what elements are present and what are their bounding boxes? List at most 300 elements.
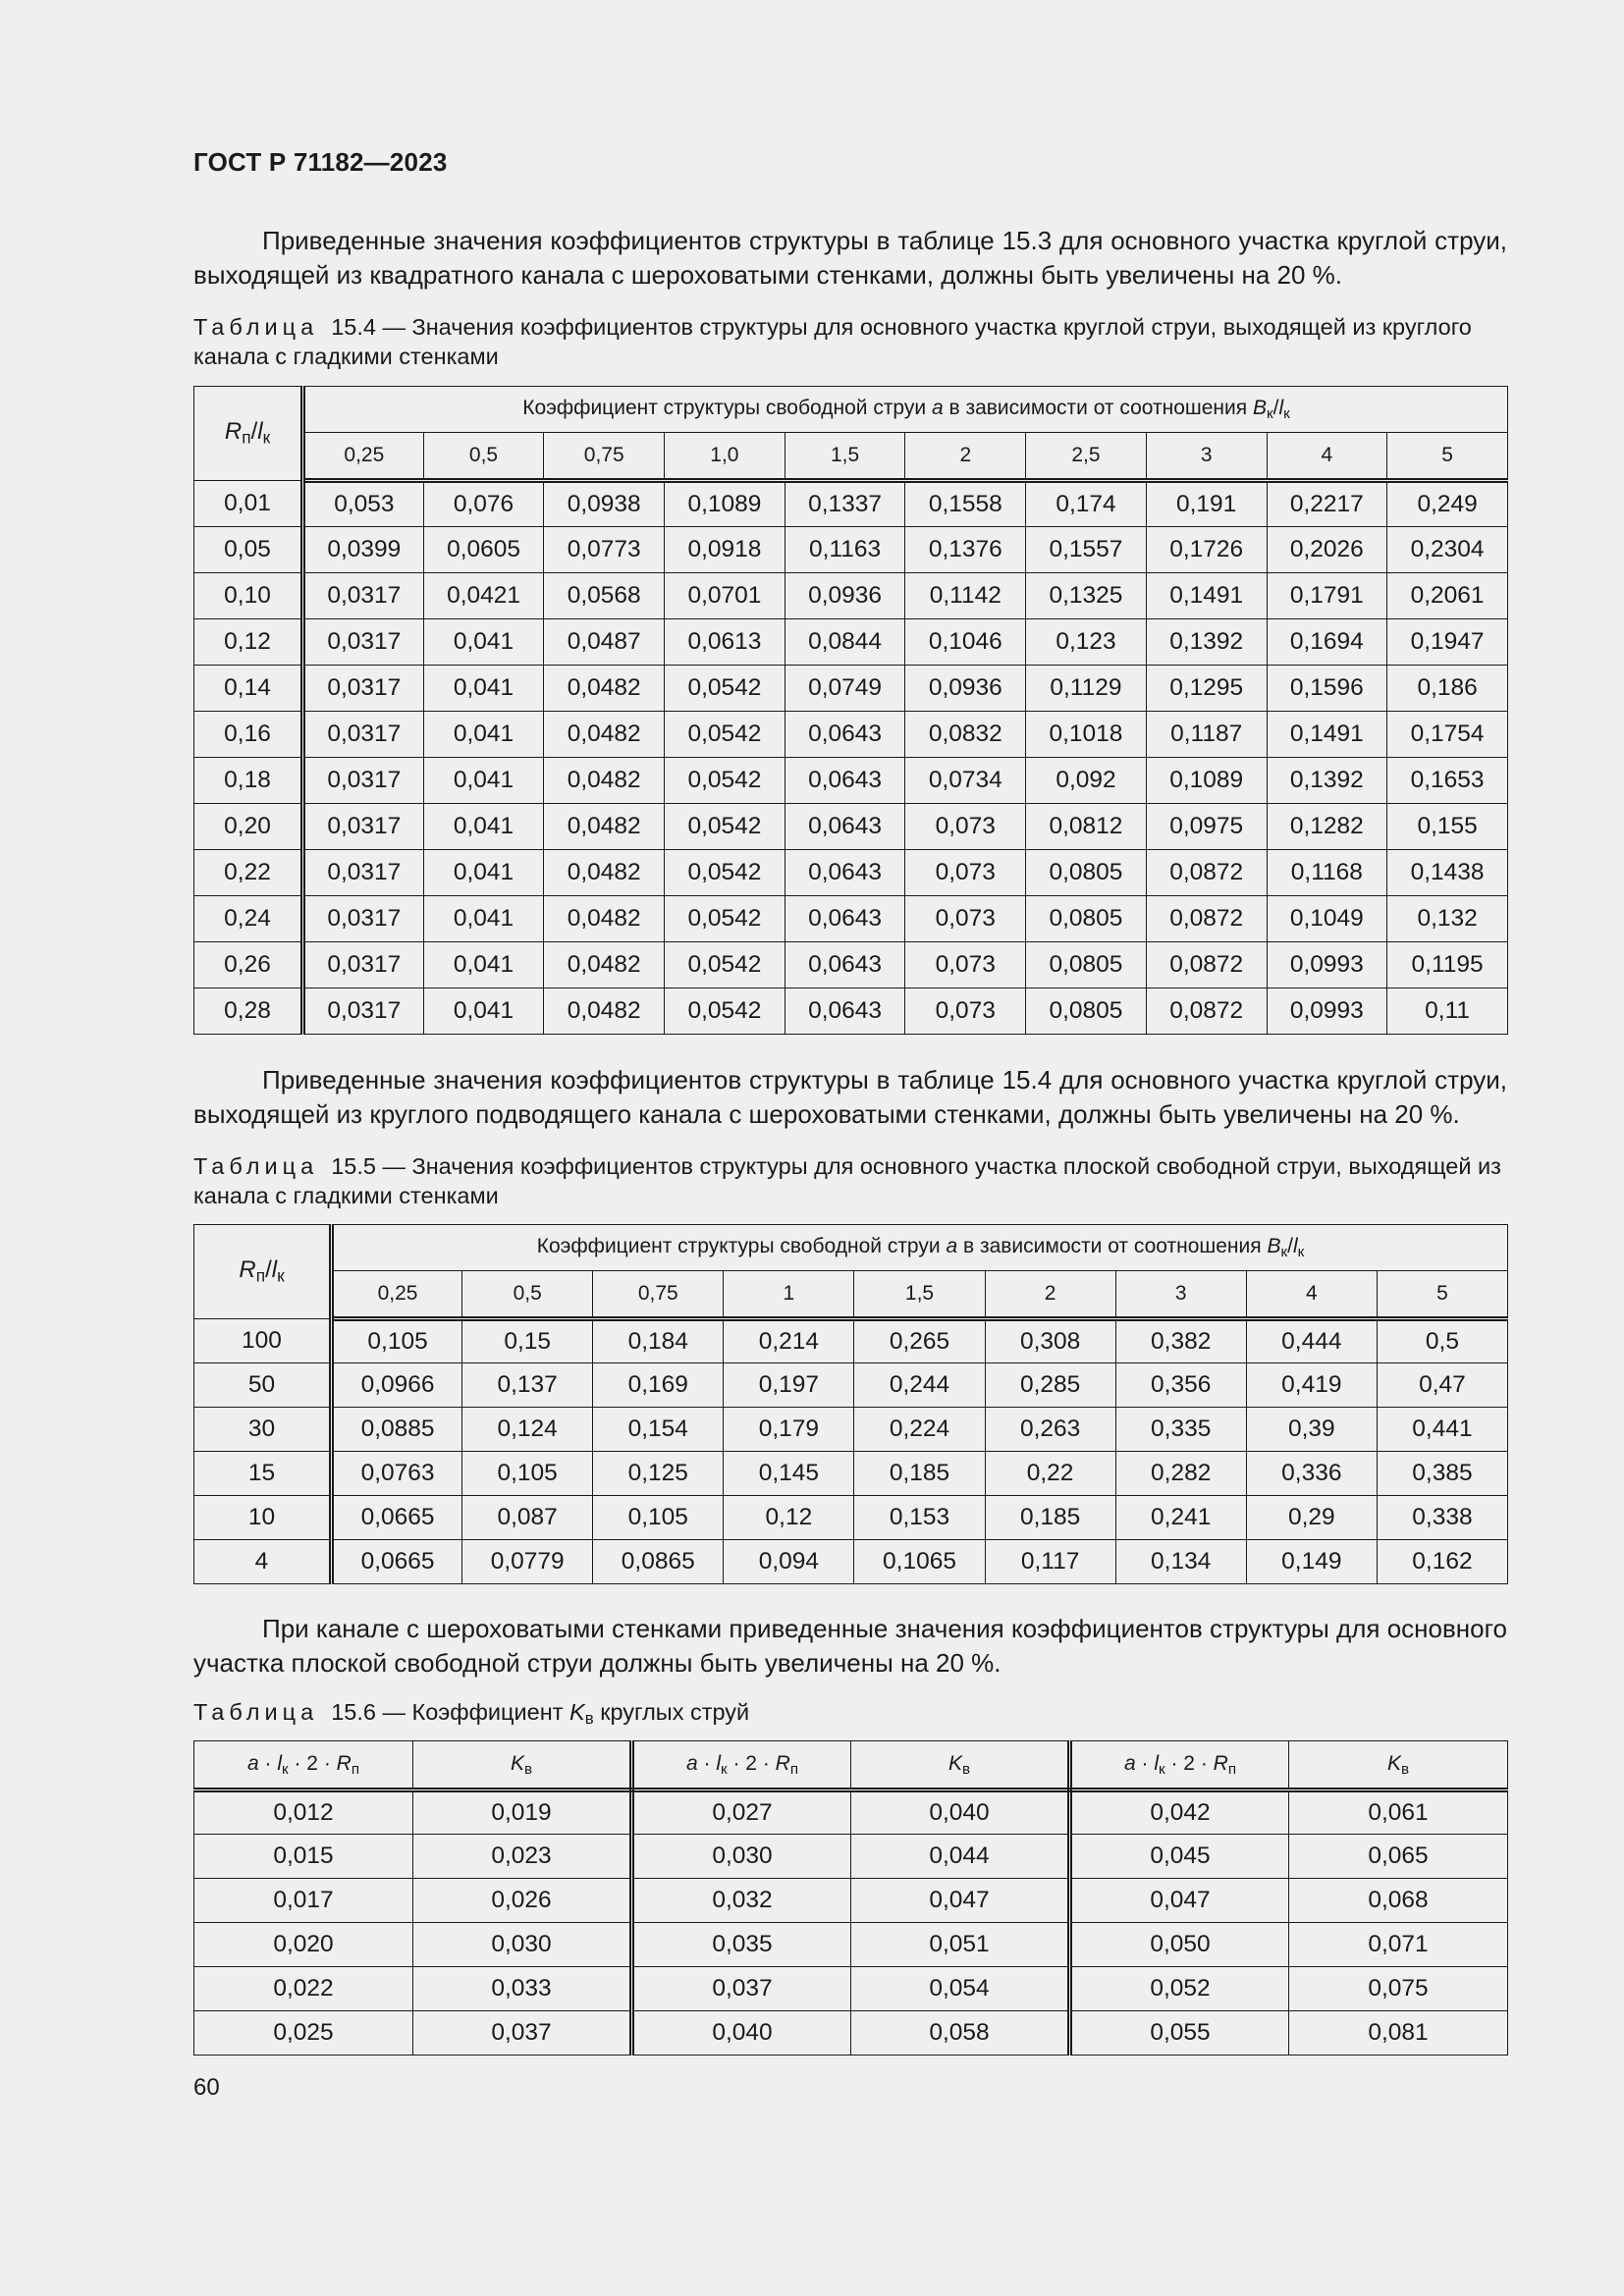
table-row [194, 942, 1508, 988]
table-cell: 0,145 [724, 1452, 854, 1496]
table-cell: 0,2026 [1267, 527, 1387, 573]
column-header-row [194, 433, 1508, 481]
paragraph-2: Приведенные значения коэффициентов структуры в таблице 15.4 для основного участка круглой струи, выходящей из круглого подводящего канала с шероховатыми стенками, должны быть увеличены на 20 %. [193, 1065, 1507, 1129]
table-cell: 0,0317 [303, 988, 424, 1035]
table-cell: 0,241 [1115, 1496, 1246, 1540]
table-cell: 0,0542 [665, 850, 785, 896]
table-row [194, 1923, 1508, 1967]
table-row [194, 573, 1508, 619]
table-cell: 0,087 [462, 1496, 593, 1540]
table-cell: 0,29 [1246, 1496, 1377, 1540]
column-header: 4 [1267, 433, 1387, 481]
table-cell: 0,094 [724, 1540, 854, 1584]
table-cell: 0,419 [1246, 1363, 1377, 1408]
table-cell: 0,068 [1289, 1879, 1508, 1923]
table-cell: 0,249 [1387, 481, 1508, 527]
table-cell: 0,0872 [1146, 850, 1267, 896]
table-cell: 0,073 [905, 850, 1026, 896]
column-header: 1,5 [854, 1271, 985, 1319]
table-cell: 0,0805 [1026, 988, 1147, 1035]
table-cell: 0,0482 [544, 804, 665, 850]
ca-r: R [775, 1751, 790, 1775]
table-cell: 0,244 [854, 1363, 985, 1408]
table-cell: 0,092 [1026, 758, 1147, 804]
table-cell: 0,040 [632, 2011, 851, 2056]
table-cell: 0,041 [423, 758, 544, 804]
table-cell: 0,041 [423, 942, 544, 988]
table-cell: 0,020 [194, 1923, 413, 1967]
row-label-cell: 0,16 [194, 712, 303, 758]
table-15-5-caption [193, 1151, 1507, 1210]
gh-l-sub: к [1297, 1243, 1305, 1260]
caption-post: круглых струй [593, 1699, 750, 1725]
table-cell: 0,041 [423, 896, 544, 942]
table-cell: 0,041 [423, 988, 544, 1035]
table-cell: 0,0542 [665, 896, 785, 942]
table-cell: 0,050 [1070, 1923, 1289, 1967]
column-header: 0,25 [332, 1271, 462, 1319]
gh-mid: в зависимости от соотношения [943, 397, 1253, 420]
gh-b-sub: к [1280, 1243, 1288, 1260]
column-header: 5 [1377, 1271, 1507, 1319]
column-header: 0,75 [593, 1271, 724, 1319]
table-cell: 0,0643 [785, 850, 905, 896]
column-header: 2 [905, 433, 1026, 481]
table-cell: 0,224 [854, 1408, 985, 1452]
table-cell: 0,1187 [1146, 712, 1267, 758]
ck-k-sub: в [1400, 1760, 1410, 1778]
row-label-cell: 0,20 [194, 804, 303, 850]
table-row [194, 988, 1508, 1035]
table-cell: 0,1142 [905, 573, 1026, 619]
col-k-header [413, 1741, 632, 1790]
gh-b: B [1267, 1235, 1281, 1258]
table-cell: 0,0872 [1146, 896, 1267, 942]
table-cell: 0,1325 [1026, 573, 1147, 619]
table-cell: 0,185 [985, 1496, 1115, 1540]
ca-l-sub: к [721, 1760, 728, 1778]
table-cell: 0,041 [423, 804, 544, 850]
table-cell: 0,0805 [1026, 850, 1147, 896]
ca-dot: · [258, 1751, 278, 1775]
column-header: 5 [1387, 433, 1508, 481]
column-header: 0,5 [462, 1271, 593, 1319]
table-row [194, 527, 1508, 573]
table-cell: 0,047 [1070, 1879, 1289, 1923]
group-header-cell [303, 387, 1508, 433]
table-cell: 0,169 [593, 1363, 724, 1408]
table-cell: 0,11 [1387, 988, 1508, 1035]
ca-r-sub: п [1227, 1760, 1237, 1778]
table-cell: 0,1168 [1267, 850, 1387, 896]
table-cell: 0,39 [1246, 1408, 1377, 1452]
table-cell: 0,1754 [1387, 712, 1508, 758]
table-cell: 0,1163 [785, 527, 905, 573]
table-cell: 0,162 [1377, 1540, 1507, 1584]
rh-l: l [271, 1256, 278, 1284]
table-cell: 0,0487 [544, 619, 665, 666]
table-cell: 0,081 [1289, 2011, 1508, 2056]
table-cell: 0,071 [1289, 1923, 1508, 1967]
table-cell: 0,0542 [665, 666, 785, 712]
table-cell: 0,15 [462, 1319, 593, 1363]
table-cell: 0,0701 [665, 573, 785, 619]
table-row [194, 1452, 1508, 1496]
table-cell: 0,1653 [1387, 758, 1508, 804]
table-15-6 [193, 1740, 1508, 2056]
table-cell: 0,441 [1377, 1408, 1507, 1452]
table-cell: 0,1295 [1146, 666, 1267, 712]
table-cell: 0,0643 [785, 712, 905, 758]
caption-label: Таблица [193, 314, 319, 340]
gh-mid: в зависимости от соотношения [957, 1235, 1268, 1258]
table-cell: 0,065 [1289, 1835, 1508, 1879]
table-row [194, 2011, 1508, 2056]
table-row [194, 1790, 1508, 1835]
page-number: 60 [193, 2074, 220, 2101]
table-cell: 0,0317 [303, 712, 424, 758]
table-cell: 0,185 [854, 1452, 985, 1496]
ca-l-sub: к [1159, 1760, 1165, 1778]
ca-l: l [277, 1751, 283, 1775]
column-header: 1,5 [785, 433, 905, 481]
table-cell: 0,032 [632, 1879, 851, 1923]
table-cell: 0,027 [632, 1790, 851, 1835]
column-header: 2,5 [1026, 433, 1147, 481]
table-cell: 0,184 [593, 1319, 724, 1363]
table-cell: 0,033 [413, 1967, 632, 2011]
table-cell: 0,1282 [1267, 804, 1387, 850]
rh-r-sub: п [255, 1265, 266, 1286]
table-cell: 0,0918 [665, 527, 785, 573]
table-cell: 0,058 [851, 2011, 1070, 2056]
table-cell: 0,0872 [1146, 988, 1267, 1035]
row-label-cell: 4 [194, 1540, 332, 1584]
ck-k-sub: в [523, 1760, 533, 1778]
ca-dot: · [697, 1751, 717, 1775]
ck-k: K [1386, 1751, 1401, 1775]
table-cell: 0,335 [1115, 1408, 1246, 1452]
table-cell: 0,030 [413, 1923, 632, 1967]
ck-k: K [947, 1751, 962, 1775]
table-row [194, 1967, 1508, 2011]
table-cell: 0,132 [1387, 896, 1508, 942]
row-label-cell: 0,26 [194, 942, 303, 988]
table-cell: 0,382 [1115, 1319, 1246, 1363]
document-code: ГОСТ Р 71182—2023 [193, 147, 448, 177]
caption-label: Таблица [193, 1153, 319, 1179]
table-cell: 0,0482 [544, 758, 665, 804]
row-label-cell: 15 [194, 1452, 332, 1496]
table-cell: 0,023 [413, 1835, 632, 1879]
table-cell: 0,444 [1246, 1319, 1377, 1363]
caption-var-sub: в [584, 1709, 594, 1729]
table-row [194, 804, 1508, 850]
table-cell: 0,0938 [544, 481, 665, 527]
table-cell: 0,0605 [423, 527, 544, 573]
table-cell: 0,0993 [1267, 942, 1387, 988]
caption-text: 15.4 — Значения коэффициентов структуры для основного участка круглой струи, выходящей из круглого канала с гладкими стенками [193, 314, 1472, 369]
table-cell: 0,0643 [785, 804, 905, 850]
col-k-header [851, 1741, 1070, 1790]
table-cell: 0,1129 [1026, 666, 1147, 712]
column-header: 3 [1146, 433, 1267, 481]
table-cell: 0,1438 [1387, 850, 1508, 896]
table-cell: 0,042 [1070, 1790, 1289, 1835]
rh-slash: / [265, 1256, 272, 1284]
table-cell: 0,1376 [905, 527, 1026, 573]
caption-label: Таблица [193, 1699, 319, 1725]
table-cell: 0,030 [632, 1835, 851, 1879]
table-row [194, 1879, 1508, 1923]
table-row [194, 712, 1508, 758]
table-cell: 0,1557 [1026, 527, 1147, 573]
table-cell: 0,1791 [1267, 573, 1387, 619]
table-cell: 0,0568 [544, 573, 665, 619]
table-cell: 0,0734 [905, 758, 1026, 804]
table-cell: 0,0542 [665, 804, 785, 850]
table-cell: 0,019 [413, 1790, 632, 1835]
table-cell: 0,041 [423, 850, 544, 896]
gh-l-sub: к [1283, 404, 1290, 422]
table-cell: 0,0317 [303, 804, 424, 850]
column-header: 1,0 [665, 433, 785, 481]
table-15-4 [193, 386, 1508, 1035]
table-cell: 0,0993 [1267, 988, 1387, 1035]
caption-var: K [569, 1699, 585, 1725]
caption-text: 15.6 — Коэффициент [331, 1699, 569, 1725]
table-row [194, 758, 1508, 804]
table-cell: 0,336 [1246, 1452, 1377, 1496]
ca-r: R [336, 1751, 352, 1775]
table-cell: 0,1337 [785, 481, 905, 527]
rh-r: R [224, 418, 243, 446]
rh-r: R [239, 1256, 256, 1284]
table-cell: 0,012 [194, 1790, 413, 1835]
table-cell: 0,073 [905, 942, 1026, 988]
table-cell: 0,0542 [665, 942, 785, 988]
table-cell: 0,0936 [785, 573, 905, 619]
ca-r-sub: п [789, 1760, 799, 1778]
table-cell: 0,0643 [785, 896, 905, 942]
table-cell: 0,191 [1146, 481, 1267, 527]
table-cell: 0,015 [194, 1835, 413, 1879]
table-cell: 0,137 [462, 1363, 593, 1408]
table-cell: 0,1726 [1146, 527, 1267, 573]
table-cell: 0,017 [194, 1879, 413, 1923]
table-cell: 0,2061 [1387, 573, 1508, 619]
row-label-cell: 0,18 [194, 758, 303, 804]
table-cell: 0,051 [851, 1923, 1070, 1967]
table-cell: 0,0317 [303, 758, 424, 804]
table-cell: 0,040 [851, 1790, 1070, 1835]
table-cell: 0,0482 [544, 942, 665, 988]
table-cell: 0,0749 [785, 666, 905, 712]
table-cell: 0,073 [905, 988, 1026, 1035]
table-cell: 0,041 [423, 712, 544, 758]
row-header-cell [194, 387, 303, 481]
table-cell: 0,105 [593, 1496, 724, 1540]
table-cell: 0,1491 [1146, 573, 1267, 619]
table-cell: 0,308 [985, 1319, 1115, 1363]
table-cell: 0,0317 [303, 850, 424, 896]
table-cell: 0,1018 [1026, 712, 1147, 758]
ca-mid: · 2 · [727, 1751, 776, 1775]
table-cell: 0,0763 [332, 1452, 462, 1496]
table-cell: 0,0665 [332, 1540, 462, 1584]
ca-a: a [246, 1751, 259, 1775]
row-header-cell [194, 1225, 332, 1319]
table-cell: 0,153 [854, 1496, 985, 1540]
col-a-header [1070, 1741, 1289, 1790]
table-cell: 0,0872 [1146, 942, 1267, 988]
gh-var: a [931, 397, 944, 420]
table-row [194, 1496, 1508, 1540]
col-a-header [194, 1741, 413, 1790]
column-header: 3 [1115, 1271, 1246, 1319]
table-cell: 0,0542 [665, 988, 785, 1035]
table-cell: 0,1947 [1387, 619, 1508, 666]
gh-slash: / [1272, 397, 1279, 420]
ca-r: R [1213, 1751, 1228, 1775]
row-label-cell: 100 [194, 1319, 332, 1363]
table-cell: 0,1065 [854, 1540, 985, 1584]
table-15-4-caption [193, 312, 1507, 371]
table-cell: 0,155 [1387, 804, 1508, 850]
row-label-cell: 0,24 [194, 896, 303, 942]
table-cell: 0,073 [905, 896, 1026, 942]
table-cell: 0,044 [851, 1835, 1070, 1879]
table-cell: 0,1392 [1267, 758, 1387, 804]
column-header: 0,25 [303, 433, 424, 481]
table-cell: 0,214 [724, 1319, 854, 1363]
col-a-header [632, 1741, 851, 1790]
gh-b: B [1252, 397, 1267, 420]
table-cell: 0,1089 [665, 481, 785, 527]
table-cell: 0,385 [1377, 1452, 1507, 1496]
col-k-header [1289, 1741, 1508, 1790]
ck-k: K [510, 1751, 524, 1775]
table-cell: 0,045 [1070, 1835, 1289, 1879]
rh-l-sub: к [277, 1265, 285, 1286]
table-cell: 0,2217 [1267, 481, 1387, 527]
table-cell: 0,047 [851, 1879, 1070, 1923]
table-cell: 0,0643 [785, 942, 905, 988]
table-row [194, 1408, 1508, 1452]
table-cell: 0,041 [423, 619, 544, 666]
table-row [194, 1835, 1508, 1879]
table-cell: 0,0643 [785, 758, 905, 804]
table-cell: 0,47 [1377, 1363, 1507, 1408]
table-cell: 0,0482 [544, 666, 665, 712]
table-cell: 0,1195 [1387, 942, 1508, 988]
ca-l: l [716, 1751, 722, 1775]
table-cell: 0,0482 [544, 896, 665, 942]
table-cell: 0,022 [194, 1967, 413, 2011]
column-header: 2 [985, 1271, 1115, 1319]
table-cell: 0,1089 [1146, 758, 1267, 804]
row-label-cell: 50 [194, 1363, 332, 1408]
header-row [194, 387, 1508, 433]
table-cell: 0,149 [1246, 1540, 1377, 1584]
table-row [194, 481, 1508, 527]
row-label-cell: 10 [194, 1496, 332, 1540]
table-cell: 0,025 [194, 2011, 413, 2056]
header-row [194, 1225, 1508, 1271]
gh-text: Коэффициент структуры свободной струи [536, 1235, 947, 1258]
table-cell: 0,186 [1387, 666, 1508, 712]
table-cell: 0,22 [985, 1452, 1115, 1496]
table-cell: 0,055 [1070, 2011, 1289, 2056]
column-header: 1 [724, 1271, 854, 1319]
paragraph-1: Приведенные значения коэффициентов структуры в таблице 15.3 для основного участка круглой струи, выходящей из квадратного канала с шероховатыми стенками, должны быть увеличены на 20 %. [193, 226, 1507, 290]
table-cell: 0,197 [724, 1363, 854, 1408]
table-cell: 0,0482 [544, 988, 665, 1035]
table-15-5 [193, 1224, 1508, 1584]
table-cell: 0,0865 [593, 1540, 724, 1584]
table-row [194, 1540, 1508, 1584]
table-cell: 0,285 [985, 1363, 1115, 1408]
table-cell: 0,0812 [1026, 804, 1147, 850]
table-cell: 0,0844 [785, 619, 905, 666]
table-cell: 0,035 [632, 1923, 851, 1967]
table-cell: 0,0975 [1146, 804, 1267, 850]
group-header-cell [332, 1225, 1508, 1271]
table-row [194, 666, 1508, 712]
ca-l-sub: к [282, 1760, 289, 1778]
rh-l: l [257, 418, 263, 446]
table-cell: 0,0482 [544, 712, 665, 758]
table-row [194, 896, 1508, 942]
table-cell: 0,0399 [303, 527, 424, 573]
column-header-row [194, 1271, 1508, 1319]
row-label-cell: 0,01 [194, 481, 303, 527]
gh-text: Коэффициент структуры свободной струи [522, 397, 932, 420]
table-cell: 0,041 [423, 666, 544, 712]
row-label-cell: 0,28 [194, 988, 303, 1035]
row-label-cell: 30 [194, 1408, 332, 1452]
table-cell: 0,0317 [303, 896, 424, 942]
table-cell: 0,105 [332, 1319, 462, 1363]
gh-l: l [1278, 397, 1284, 420]
table-cell: 0,0643 [785, 988, 905, 1035]
table-cell: 0,052 [1070, 1967, 1289, 2011]
column-header: 4 [1246, 1271, 1377, 1319]
table-cell: 0,0665 [332, 1496, 462, 1540]
table-cell: 0,125 [593, 1452, 724, 1496]
table-cell: 0,0317 [303, 666, 424, 712]
paragraph-3: При канале с шероховатыми стенками приведенные значения коэффициентов структуры для основного участка плоской свободной струи должны быть увеличены на 20 %. [193, 1614, 1507, 1678]
table-row [194, 619, 1508, 666]
table-cell: 0,073 [905, 804, 1026, 850]
table-cell: 0,061 [1289, 1790, 1508, 1835]
table-cell: 0,075 [1289, 1967, 1508, 2011]
table-cell: 0,1049 [1267, 896, 1387, 942]
table-cell: 0,0805 [1026, 896, 1147, 942]
table-15-6-caption [193, 1697, 1507, 1734]
gh-l: l [1292, 1235, 1298, 1258]
table-cell: 0,076 [423, 481, 544, 527]
table-cell: 0,1392 [1146, 619, 1267, 666]
header-row [194, 1741, 1508, 1790]
table-cell: 0,154 [593, 1408, 724, 1452]
ca-r-sub: п [351, 1760, 360, 1778]
table-cell: 0,1596 [1267, 666, 1387, 712]
gh-var: a [946, 1235, 958, 1258]
caption-text: 15.5 — Значения коэффициентов структуры для основного участка плоской свободной струи, выходящей из канала с гладкими стенками [193, 1153, 1501, 1208]
gh-slash: / [1287, 1235, 1293, 1258]
row-label-cell: 0,12 [194, 619, 303, 666]
